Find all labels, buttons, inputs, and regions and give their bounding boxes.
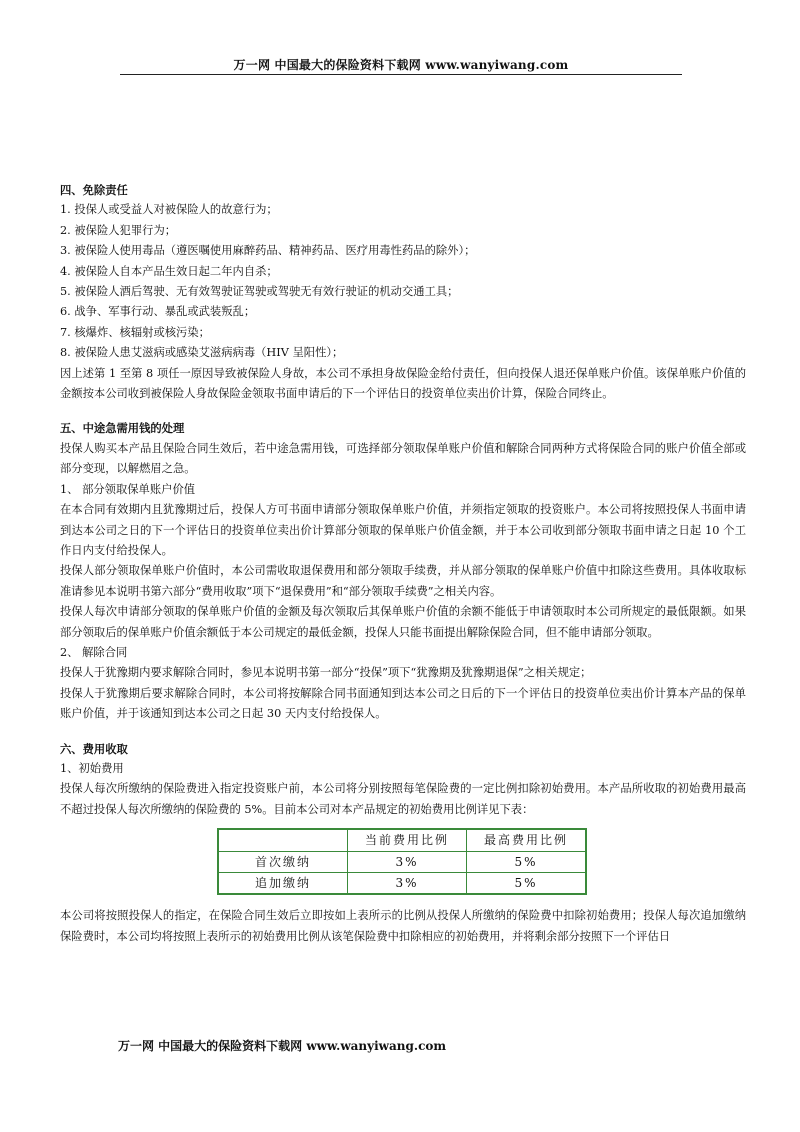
exclusion-item: 4. 被保险人自本产品生效日起二年内自杀； <box>60 264 278 278</box>
section-heading-fees: 六、费用收取 <box>60 741 128 756</box>
exclusion-item: 5. 被保险人酒后驾驶、无有效驾驶证驾驶或驾驶无有效行驶证的机动交通工具； <box>60 285 459 299</box>
table-header-row <box>218 829 586 851</box>
page-header: 万一网 中国最大的保险资料下载网 www.wanyiwang.com <box>233 58 569 72</box>
header-divider <box>120 74 682 75</box>
table-header-cell: 当前费用比例 <box>348 829 467 851</box>
paragraph: 投保人购买本产品且保险合同生效后，若中途急需用钱，可选择部分领取保单账户价值和解除合同两种方式将保险合同的账户价值全部或部分变现，以解燃眉之急。 <box>60 441 746 476</box>
exclusion-item: 3. 被保险人使用毒品（遵医嘱使用麻醉药品、精神药品、医疗用毒性药品的除外）； <box>60 244 476 258</box>
table-cell: 5% <box>467 851 587 872</box>
table-header-cell <box>218 829 348 851</box>
fee-table-wrapper <box>60 820 746 906</box>
section-heading-exclusions: 四、免除责任 <box>60 183 128 197</box>
table-cell: 3% <box>348 873 467 895</box>
paragraph: 本公司将按照投保人的指定，在保险合同生效后立即按如上表所示的比例从投保人所缴纳的保险费中扣除初始费用；投保人每次追加缴纳保险费时，本公司均将按照上表所示的初始费用比例从该笔保险费中扣除相应的初始费用，并将剩余部分按照下一个评估日 <box>60 909 746 943</box>
exclusion-note: 因上述第 1 至第 8 项任一原因导致被保险人身故，本公司不承担身故保险金给付责任，但向投保人退还保单账户价值。该保单账户价值的金额按本公司收到被保险人身故保险金领取书面申请后的下一个评估日的投资单位卖出价计算，保险合同终止。 <box>60 366 746 401</box>
table-cell: 5% <box>467 873 587 895</box>
exclusion-item: 6. 战争、军事行动、暴乱或武装叛乱； <box>60 305 256 319</box>
exclusion-item: 2. 被保险人犯罪行为； <box>60 223 177 237</box>
table-cell: 追加缴纳 <box>218 873 348 895</box>
subheading-initial-fee: 1、初始费用 <box>60 761 124 775</box>
paragraph: 投保人每次所缴纳的保险费进入指定投资账户前，本公司将分别按照每笔保险费的一定比例扣除初始费用。本产品所收取的初始费用最高不超过投保人每次所缴纳的保险费的 5%。目前本公司对本产品规定的初始费用比例详见下表： <box>60 782 746 816</box>
paragraph: 投保人于犹豫期后要求解除合同时，本公司将按解除合同书面通知到达本公司之日后的下一个评估日的投资单位卖出价计算本产品的保单账户价值，并于该通知到达本公司之日起 30 天内支付给投保人。 <box>60 686 746 721</box>
table-row <box>218 851 586 872</box>
paragraph: 投保人于犹豫期内要求解除合同时，参见本说明书第一部分“投保”项下“犹豫期及犹豫期退保”之相关规定； <box>60 666 592 680</box>
paragraph: 在本合同有效期内且犹豫期过后，投保人方可书面申请部分领取保单账户价值，并须指定领取的投资账户。本公司将按照投保人书面申请到达本公司之日的下一个评估日的投资单位卖出价计算部分领取的保单账户价值金额，并于本公司收到部分领取书面申请之日起 10 个工作日内支付给投保人。 <box>60 503 746 557</box>
exclusion-item: 7. 核爆炸、核辐射或核污染； <box>60 325 210 339</box>
page-footer: 万一网 中国最大的保险资料下载网 www.wanyiwang.com <box>118 1039 447 1053</box>
document-body <box>60 180 746 947</box>
table-header-cell: 最高费用比例 <box>467 829 587 851</box>
exclusion-item: 1. 投保人或受益人对被保险人的故意行为； <box>60 203 278 217</box>
paragraph: 投保人每次申请部分领取的保单账户价值的金额及每次领取后其保单账户价值的余额不能低于申请领取时本公司所规定的最低限额。如果部分领取后的保单账户价值余额低于本公司规定的最低金额，投保人只能书面提出解除保险合同，但不能申请部分领取。 <box>60 605 746 639</box>
subheading-partial-withdrawal: 1、 部分领取保单账户价值 <box>60 482 196 496</box>
table-row <box>218 873 586 895</box>
table-cell: 3% <box>348 851 467 872</box>
table-cell: 首次缴纳 <box>218 851 348 872</box>
spacer <box>60 725 746 739</box>
paragraph: 投保人部分领取保单账户价值时，本公司需收取退保费用和部分领取手续费，并从部分领取的保单账户价值中扣除这些费用。具体收取标准请参见本说明书第六部分“费用收取”项下“退保费用”和“部分领取手续费”之相关内容。 <box>60 564 746 598</box>
subheading-contract-termination: 2、 解除合同 <box>60 645 128 659</box>
section-heading-emergency-funds: 五、中途急需用钱的处理 <box>60 421 185 436</box>
spacer <box>60 404 746 418</box>
exclusion-item: 8. 被保险人患艾滋病或感染艾滋病病毒（HIV 呈阳性）； <box>60 346 344 360</box>
fee-ratio-table <box>217 828 587 895</box>
